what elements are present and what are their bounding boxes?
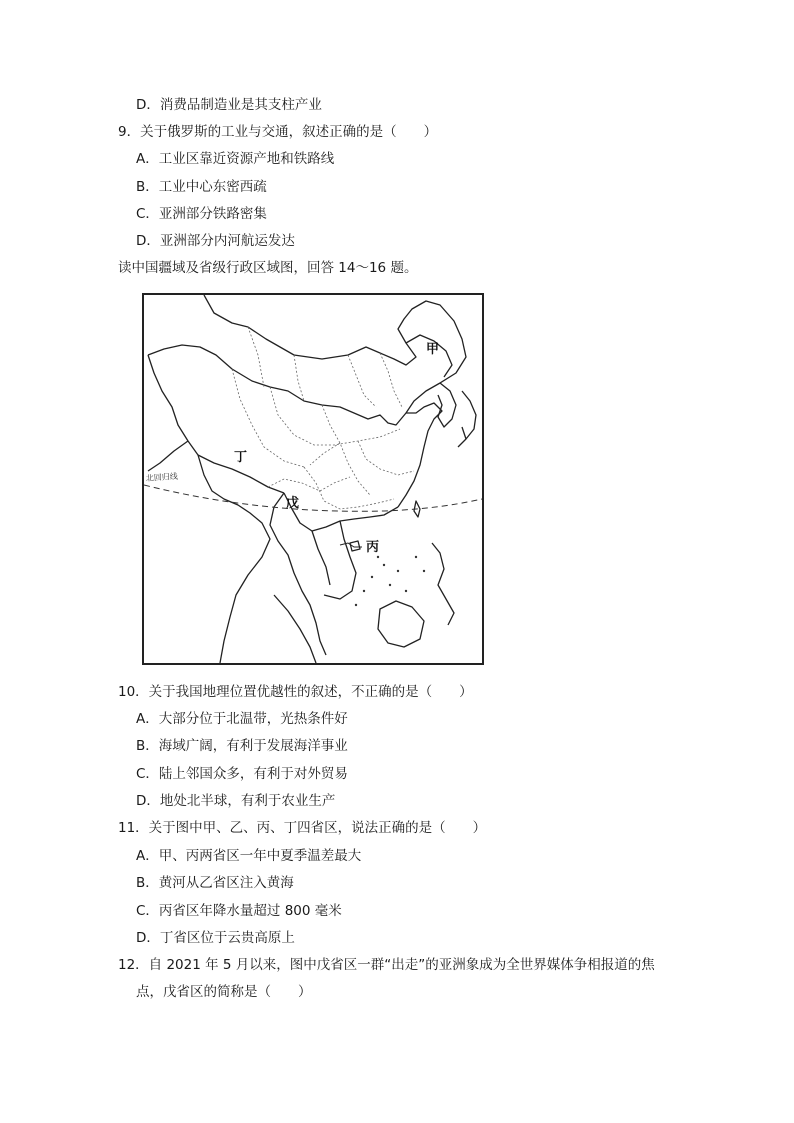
q10-option-c: C．陆上邻国众多，有利于对外贸易 <box>136 766 348 782</box>
label-ding: 丁 <box>234 450 248 465</box>
q8-option-d: D．消费品制造业是其支柱产业 <box>136 97 322 113</box>
tropic-label: 北回归线 <box>145 471 179 483</box>
q9-option-d: D．亚洲部分内河航运发达 <box>136 233 295 249</box>
question-9: 9．关于俄罗斯的工业与交通，叙述正确的是（ ） <box>118 124 438 140</box>
q11-option-a: A．甲、丙两省区一年中夏季温差最大 <box>136 848 362 864</box>
q9-option-a: A．工业区靠近资源产地和铁路线 <box>136 151 335 167</box>
q10-option-d: D．地处北半球，有利于农业生产 <box>136 793 336 809</box>
china-map <box>142 293 484 665</box>
q11-option-d: D．丁省区位于云贵高原上 <box>136 930 295 946</box>
q9-option-c: C．亚洲部分铁路密集 <box>136 206 267 222</box>
question-12: 12．自 2021 年 5 月以来，图中戊省区一群“出走”的亚洲象成为全世界媒体争相报道的焦 <box>118 957 655 973</box>
q11-option-c: C．丙省区年降水量超过 800 毫米 <box>136 903 342 919</box>
china-map-drawing <box>144 295 482 663</box>
label-wu: 戊 <box>286 496 300 511</box>
label-jia: 甲 <box>426 342 440 357</box>
q11-option-b: B．黄河从乙省区注入黄海 <box>136 875 294 891</box>
label-bing: 丙 <box>366 540 380 555</box>
question-12-continued: 点，戊省区的简称是（ ） <box>136 984 312 1000</box>
question-10: 10．关于我国地理位置优越性的叙述，不正确的是（ ） <box>118 684 473 700</box>
map-intro: 读中国疆域及省级行政区域图，回答 14～16 题。 <box>118 260 418 276</box>
q9-option-b: B．工业中心东密西疏 <box>136 179 267 195</box>
q10-option-b: B．海域广阔，有利于发展海洋事业 <box>136 738 348 754</box>
q10-option-a: A．大部分位于北温带，光热条件好 <box>136 711 348 727</box>
question-11: 11．关于图中甲、乙、丙、丁四省区，说法正确的是（ ） <box>118 820 487 836</box>
